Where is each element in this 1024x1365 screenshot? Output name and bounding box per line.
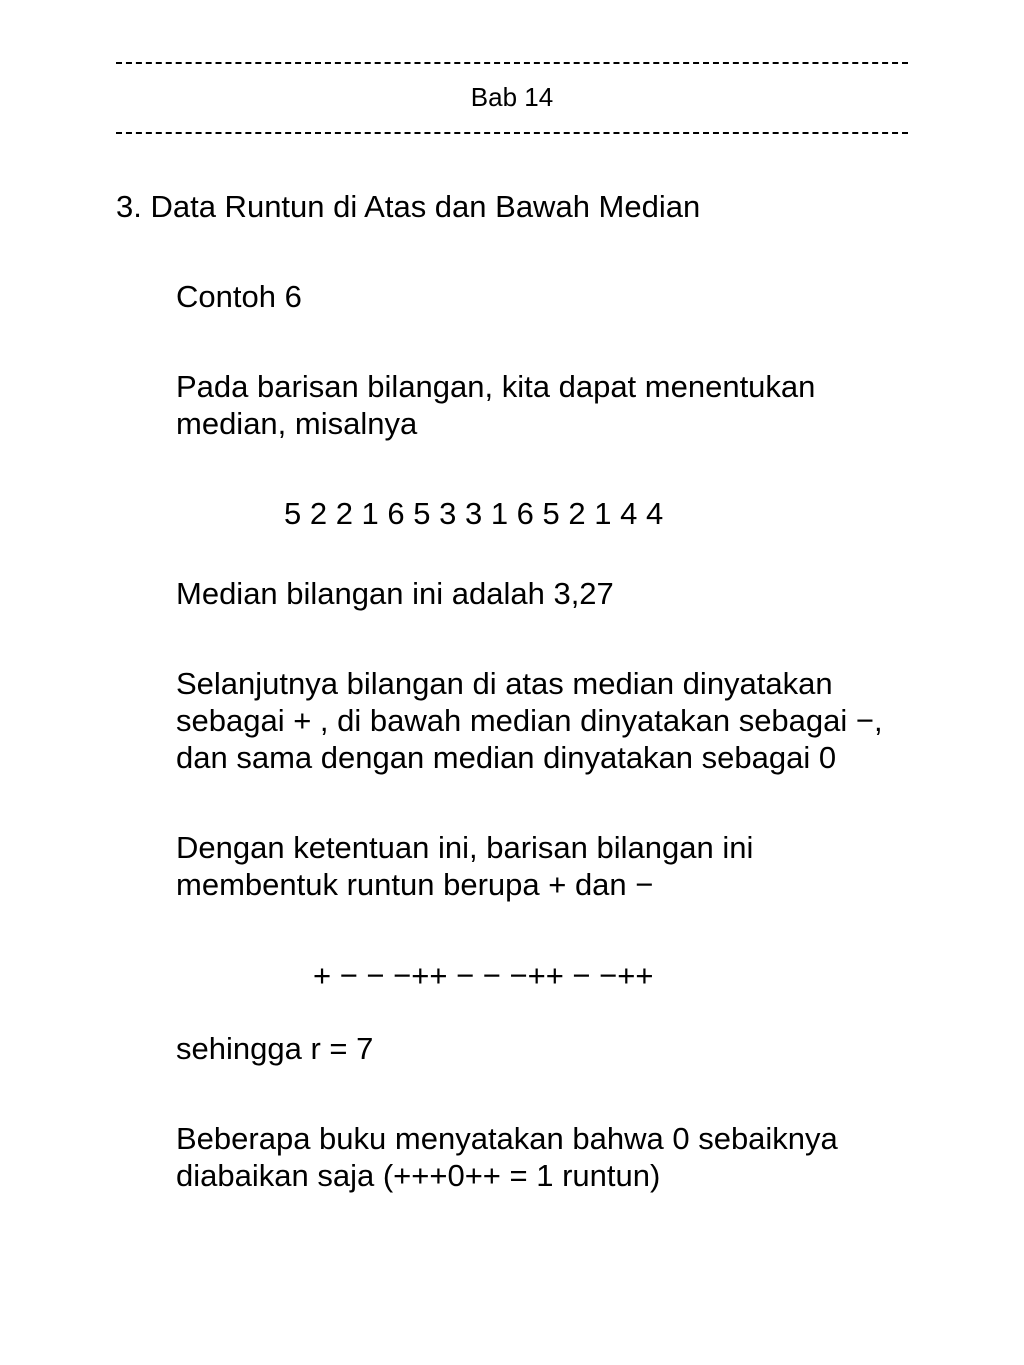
header-rule-bottom (116, 132, 908, 134)
rule-line-1: Selanjutnya bilangan di atas median dinyatakan (176, 666, 833, 701)
number-sequence: 5 2 2 1 6 5 3 3 1 6 5 2 1 4 4 (284, 496, 664, 531)
runs-line-1: Dengan ketentuan ini, barisan bilangan ini (176, 830, 754, 865)
rule-paragraph (176, 665, 883, 776)
chapter-title: Bab 14 (470, 82, 554, 112)
example-label: Contoh 6 (176, 279, 302, 314)
note-paragraph (176, 1120, 838, 1194)
intro-line-1: Pada barisan bilangan, kita dapat menentukan (176, 369, 816, 404)
rule-line-3: dan sama dengan median dinyatakan sebagai 0 (176, 740, 837, 775)
rule-line-2: sebagai + , di bawah median dinyatakan sebagai −, (176, 703, 883, 738)
intro-line-2: median, misalnya (176, 406, 418, 441)
intro-paragraph (176, 368, 815, 442)
sign-sequence: + − − −++ − − −++ − −++ (313, 958, 654, 993)
section-title: 3. Data Runtun di Atas dan Bawah Median (116, 189, 701, 224)
note-line-1: Beberapa buku menyatakan bahwa 0 sebaiknya (176, 1121, 838, 1156)
runs-paragraph (176, 829, 753, 903)
header-rule-top (116, 62, 908, 64)
median-statement: Median bilangan ini adalah 3,27 (176, 576, 614, 611)
run-count-result: sehingga r = 7 (176, 1031, 374, 1066)
note-line-2: diabaikan saja (+++0++ = 1 runtun) (176, 1158, 661, 1193)
runs-line-2: membentuk runtun berupa + dan − (176, 867, 654, 902)
